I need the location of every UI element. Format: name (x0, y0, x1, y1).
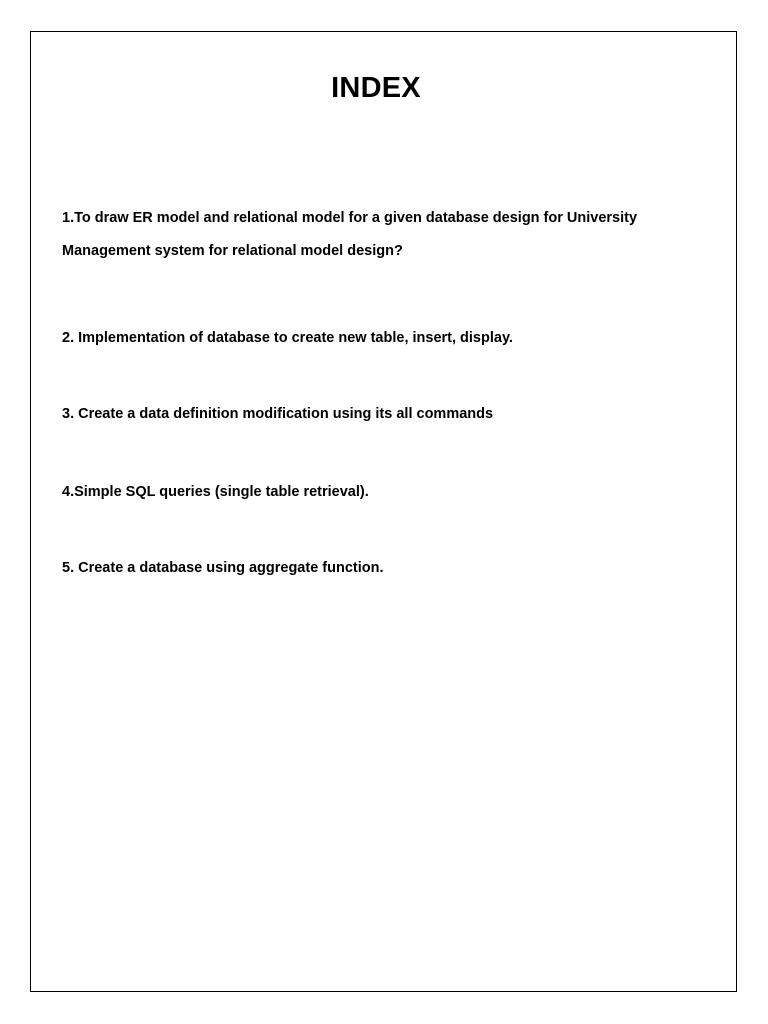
index-item-3 (62, 398, 712, 431)
index-item-4-text: 4.Simple SQL queries (single table retrieval). (62, 484, 369, 500)
index-item-1-line-2: Management system for relational model design? (62, 243, 403, 259)
page-title: INDEX (331, 72, 421, 104)
index-item-1-line-1: 1.To draw ER model and relational model for a given database design for University (62, 210, 638, 226)
page-border (30, 31, 737, 992)
index-item-1 (62, 202, 712, 268)
index-item-4 (62, 476, 712, 509)
index-item-3-text: 3. Create a data definition modification using its all commands (62, 406, 494, 422)
index-item-2-text: 2. Implementation of database to create new table, insert, display. (62, 330, 513, 346)
index-item-5-text: 5. Create a database using aggregate function. (62, 560, 384, 576)
index-item-5 (62, 552, 712, 585)
index-item-2 (62, 322, 712, 355)
